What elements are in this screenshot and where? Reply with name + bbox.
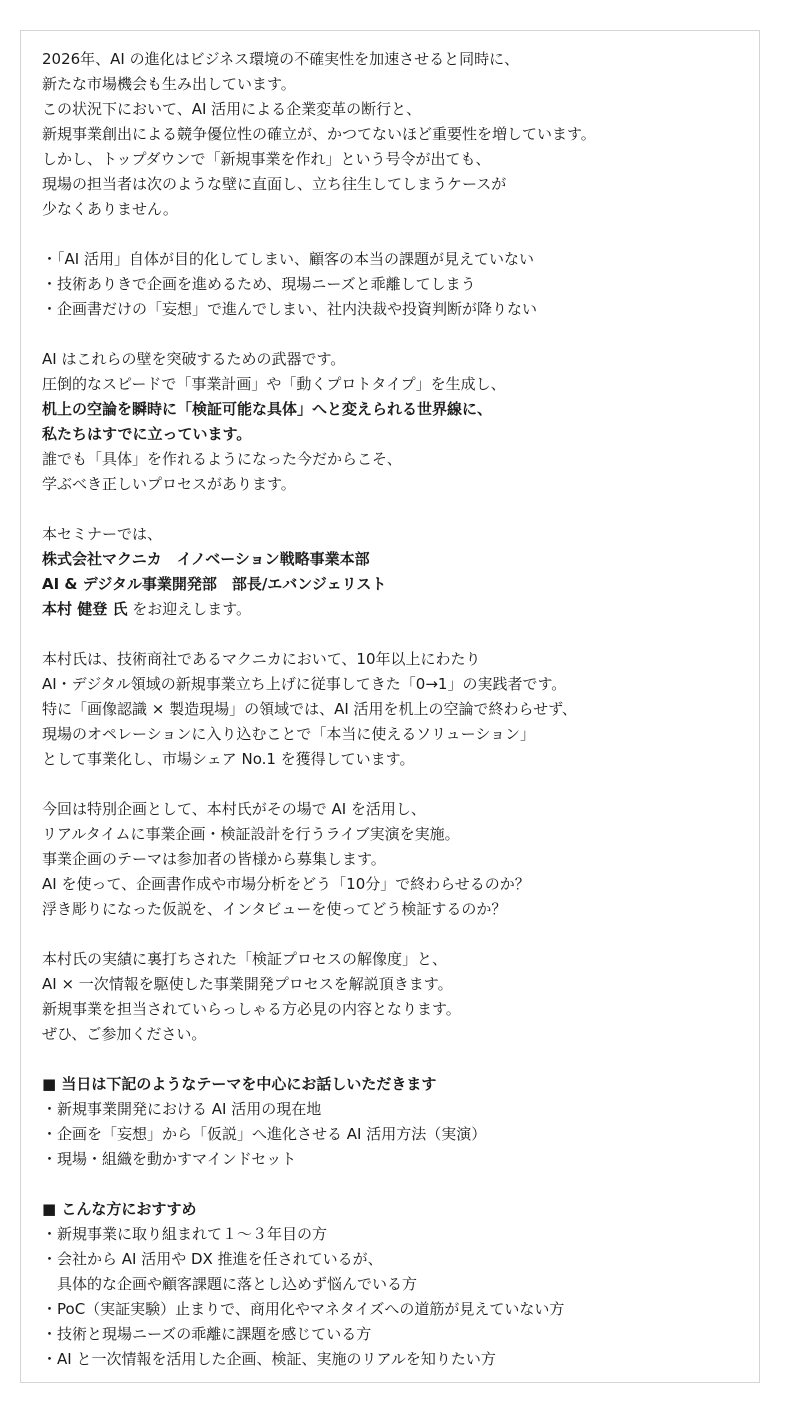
- walls-list: [42, 247, 759, 322]
- list-item: ・現場・組織を動かすマインドセット: [42, 1150, 297, 1168]
- text-line: 新たな市場機会も生み出しています。: [42, 75, 296, 93]
- spacer: [42, 1172, 759, 1197]
- spacer: [42, 772, 759, 797]
- speaker-line: [42, 597, 759, 622]
- text-line: 本村氏は、技術商社であるマクニカにおいて、10年以上にわたり: [42, 650, 481, 668]
- list-item: ・「AI 活用」自体が目的化してしまい、顧客の本当の課題が見えていない: [42, 250, 534, 268]
- list-item: ・AI と一次情報を活用した企画、検証、実施のリアルを知りたい方: [42, 1350, 496, 1368]
- spacer: [42, 622, 759, 647]
- text-line: 本セミナーでは、: [42, 525, 163, 543]
- weapon-paragraph: [42, 347, 759, 497]
- text-line: 本村氏の実績に裏打ちされた「検証プロセスの解像度」と、: [42, 950, 448, 968]
- text-line: 浮き彫りになった仮説を、インタビューを使ってどう検証するのか？: [42, 900, 507, 918]
- text-line: しかし、トップダウンで「新規事業を作れ」という号令が出ても、: [42, 150, 491, 168]
- text-line: 現場のオペレーションに入り込むことで「本当に使えるソリューション」: [42, 725, 536, 743]
- speaker-paragraph: [42, 522, 759, 622]
- seminar-description-card: [20, 30, 760, 1383]
- text-line: 新規事業を担当されていらっしゃる方必見の内容となります。: [42, 1000, 461, 1018]
- spacer: [42, 322, 759, 347]
- spacer: [42, 222, 759, 247]
- list-item: ・新規事業開発における AI 活用の現在地: [42, 1100, 322, 1118]
- text-line: 少なくありません。: [42, 200, 178, 218]
- bold-text-line: 私たちはすでに立っています。: [42, 425, 252, 443]
- text-line: 誰でも「具体」を作れるようになった今だからこそ、: [42, 450, 402, 468]
- spacer: [42, 1047, 759, 1072]
- text-line: AI × 一次情報を駆使した事業開発プロセスを解説頂きます。: [42, 975, 453, 993]
- closing-paragraph: [42, 947, 759, 1047]
- speaker-name: 本村 健登 氏: [42, 600, 128, 618]
- section-heading: ■ こんな方におすすめ: [42, 1200, 197, 1218]
- intro-paragraph: [42, 47, 759, 222]
- list-item: ・企画書だけの「妄想」で進んでしまい、社内決裁や投資判断が降りない: [42, 300, 538, 318]
- spacer: [42, 922, 759, 947]
- list-item: ・企画を「妄想」から「仮説」へ進化させる AI 活用方法（実演）: [42, 1125, 487, 1143]
- list-item: ・技術と現場ニーズの乖離に課題を感じている方: [42, 1325, 372, 1343]
- text-line: 特に「画像認識 × 製造現場」の領域では、AI 活用を机上の空論で終わらせず、: [42, 700, 577, 718]
- text-line: 今回は特別企画として、本村氏がその場で AI を活用し、: [42, 800, 426, 818]
- text-line: AI・デジタル領域の新規事業立ち上げに従事してきた「0→1」の実践者です。: [42, 675, 567, 693]
- speaker-company: 株式会社マクニカ イノベーション戦略事業本部: [42, 550, 370, 568]
- speaker-department: AI & デジタル事業開発部 部長/エバンジェリスト: [42, 575, 387, 593]
- spacer: [42, 497, 759, 522]
- list-item: ・新規事業に取り組まれて１～３年目の方: [42, 1225, 328, 1243]
- text-line: 新規事業創出による競争優位性の確立が、かつてないほど重要性を増しています。: [42, 125, 596, 143]
- text-line: として事業化し、市場シェア No.1 を獲得しています。: [42, 750, 415, 768]
- text-line: 学ぶべき正しいプロセスがあります。: [42, 475, 296, 493]
- text-line: この状況下において、AI 活用による企業変革の断行と、: [42, 100, 422, 118]
- list-item: ・PoC（実証実験）止まりで、商用化やマネタイズへの道筋が見えていない方: [42, 1300, 565, 1318]
- bold-text-line: 机上の空論を瞬時に「検証可能な具体」へと変えられる世界線に、: [42, 400, 493, 418]
- speaker-name-suffix: をお迎えします。: [127, 600, 252, 618]
- list-item: ・技術ありきで企画を進めるため、現場ニーズと乖離してしまう: [42, 275, 476, 293]
- text-line: 現場の担当者は次のような壁に直面し、立ち往生してしまうケースが: [42, 175, 507, 193]
- text-line: 2026年、AI の進化はビジネス環境の不確実性を加速させると同時に、: [42, 50, 520, 68]
- list-item: 具体的な企画や顧客課題に落とし込めず悩んでいる方: [42, 1275, 418, 1293]
- section-heading: ■ 当日は下記のようなテーマを中心にお話しいただきます: [42, 1075, 437, 1093]
- themes-section: [42, 1072, 759, 1172]
- text-line: リアルタイムに事業企画・検証設計を行うライブ実演を実施。: [42, 825, 460, 843]
- live-demo-paragraph: [42, 797, 759, 922]
- list-item: ・会社から AI 活用や DX 推進を任されているが、: [42, 1250, 383, 1268]
- text-line: 圧倒的なスピードで「事業計画」や「動くプロトタイプ」を生成し、: [42, 375, 506, 393]
- audience-section: [42, 1197, 759, 1372]
- text-line: ぜひ、ご参加ください。: [42, 1025, 207, 1043]
- text-line: 事業企画のテーマは参加者の皆様から募集します。: [42, 850, 386, 868]
- text-line: AI はこれらの壁を突破するための武器です。: [42, 350, 346, 368]
- bio-paragraph: [42, 647, 759, 772]
- text-line: AI を使って、企画書作成や市場分析をどう「10分」で終わらせるのか？: [42, 875, 530, 893]
